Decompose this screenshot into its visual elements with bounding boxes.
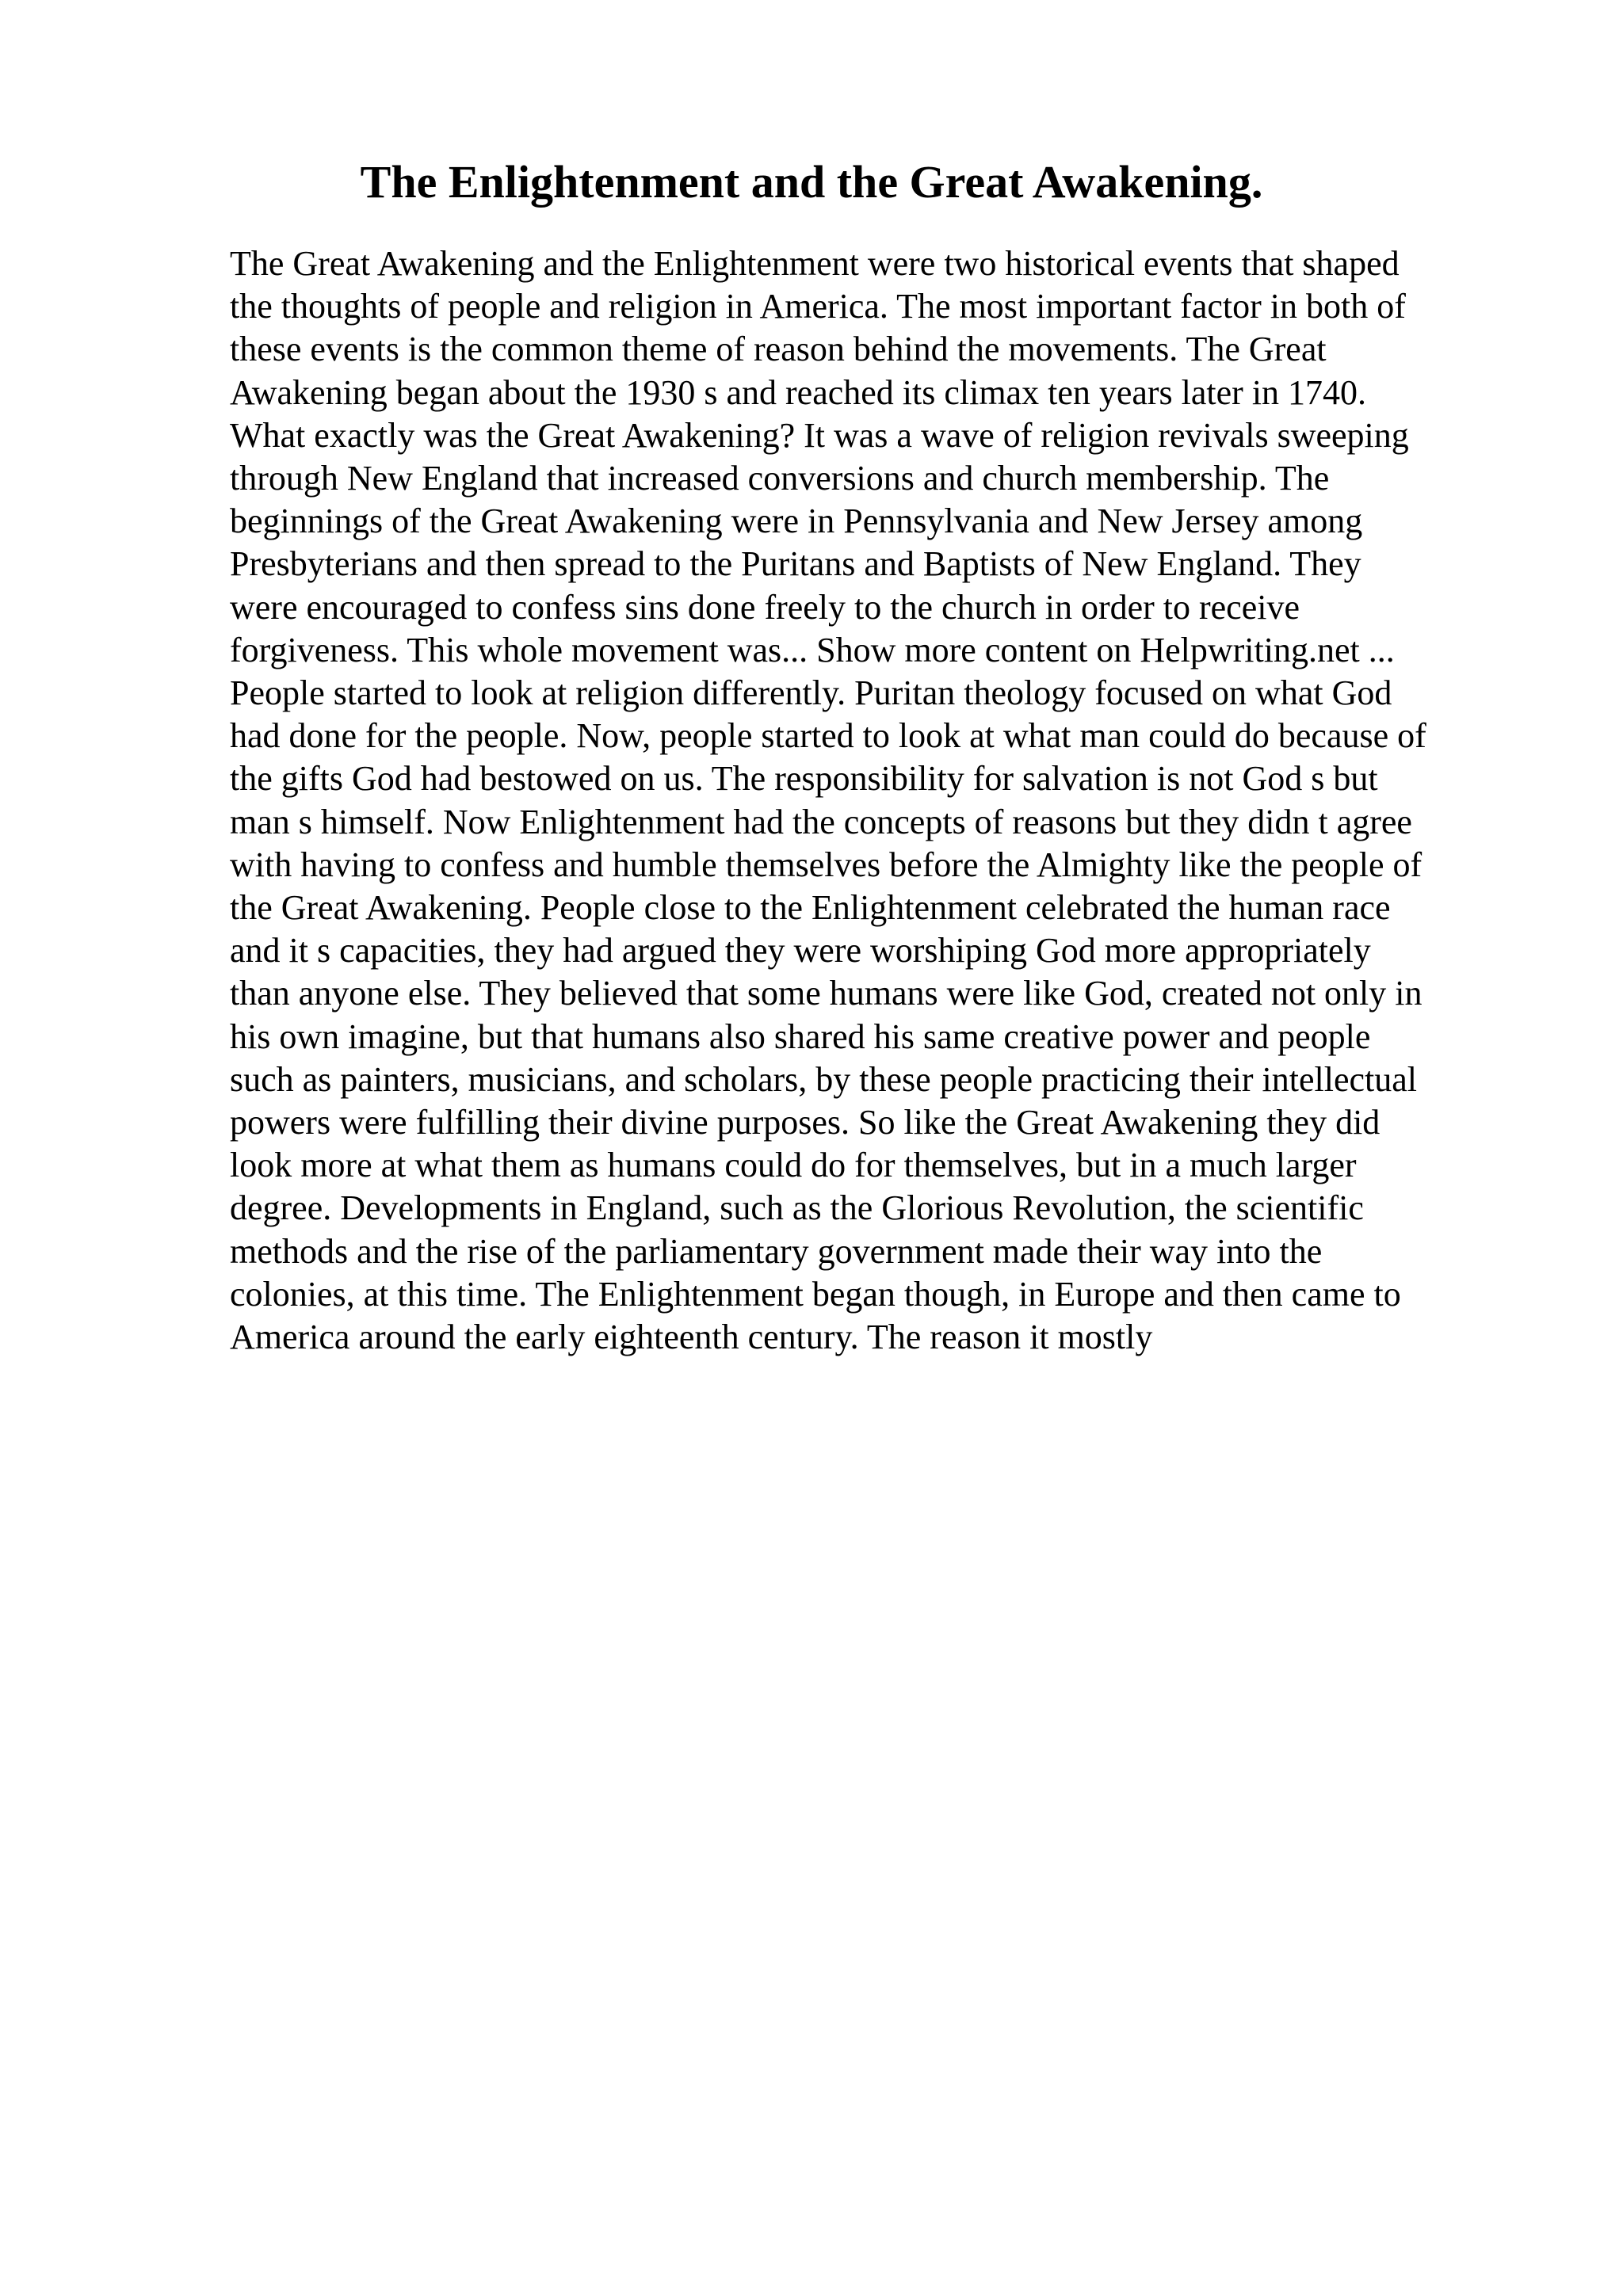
body-line: had done for the people. Now, people started to look at what man could do because of [230,716,1426,756]
body-line: Presbyterians and then spread to the Puritans and Baptists of New England. They [230,544,1361,584]
body-line: What exactly was the Great Awakening? It was a wave of religion revivals sweeping [230,415,1409,455]
body-line: beginnings of the Great Awakening were in Pennsylvania and New Jersey among [230,502,1363,541]
body-line: were encouraged to confess sins done freely to the church in order to receive [230,587,1300,627]
body-line: Awakening began about the 1930 s and reached its climax ten years later in 1740. [230,372,1367,412]
document-title: The Enlightenment and the Great Awakening. [360,156,1263,208]
body-line: America around the early eighteenth century. The reason it mostly [230,1318,1153,1357]
body-line: through New England that increased conversions and church membership. The [230,459,1330,498]
body-line: these events is the common theme of reason behind the movements. The Great [230,330,1327,369]
body-line: such as painters, musicians, and scholars, by these people practicing their intellectual [230,1059,1417,1099]
body-line: look more at what them as humans could do for themselves, but in a much larger [230,1146,1357,1185]
body-line: degree. Developments in England, such as the Glorious Revolution, the scientific [230,1188,1364,1228]
body-line: than anyone else. They believed that some humans were like God, created not only in [230,974,1423,1013]
body-line: methods and the rise of the parliamentary government made their way into the [230,1231,1323,1271]
body-line: forgiveness. This whole movement was... Show more content on Helpwriting.net ... [230,630,1395,669]
body-line: with having to confess and humble themselves before the Almighty like the people of [230,845,1423,884]
document-body [230,242,1514,1359]
body-line: powers were fulfilling their divine purposes. So like the Great Awakening they did [230,1103,1381,1142]
body-line: The Great Awakening and the Enlightenment were two historical events that shaped [230,244,1400,283]
body-line: colonies, at this time. The Enlightenment began though, in Europe and then came to [230,1274,1401,1314]
body-line: People started to look at religion differently. Puritan theology focused on what God [230,673,1392,713]
body-line: man s himself. Now Enlightenment had the concepts of reasons but they didn t agree [230,802,1412,841]
body-line: the gifts God had bestowed on us. The responsibility for salvation is not God s but [230,759,1378,799]
body-line: the thoughts of people and religion in America. The most important factor in both of [230,287,1406,326]
body-line: his own imagine, but that humans also shared his same creative power and people [230,1016,1371,1056]
body-line: the Great Awakening. People close to the Enlightenment celebrated the human race [230,888,1391,928]
body-line: and it s capacities, they had argued they were worshiping God more appropriately [230,931,1371,971]
